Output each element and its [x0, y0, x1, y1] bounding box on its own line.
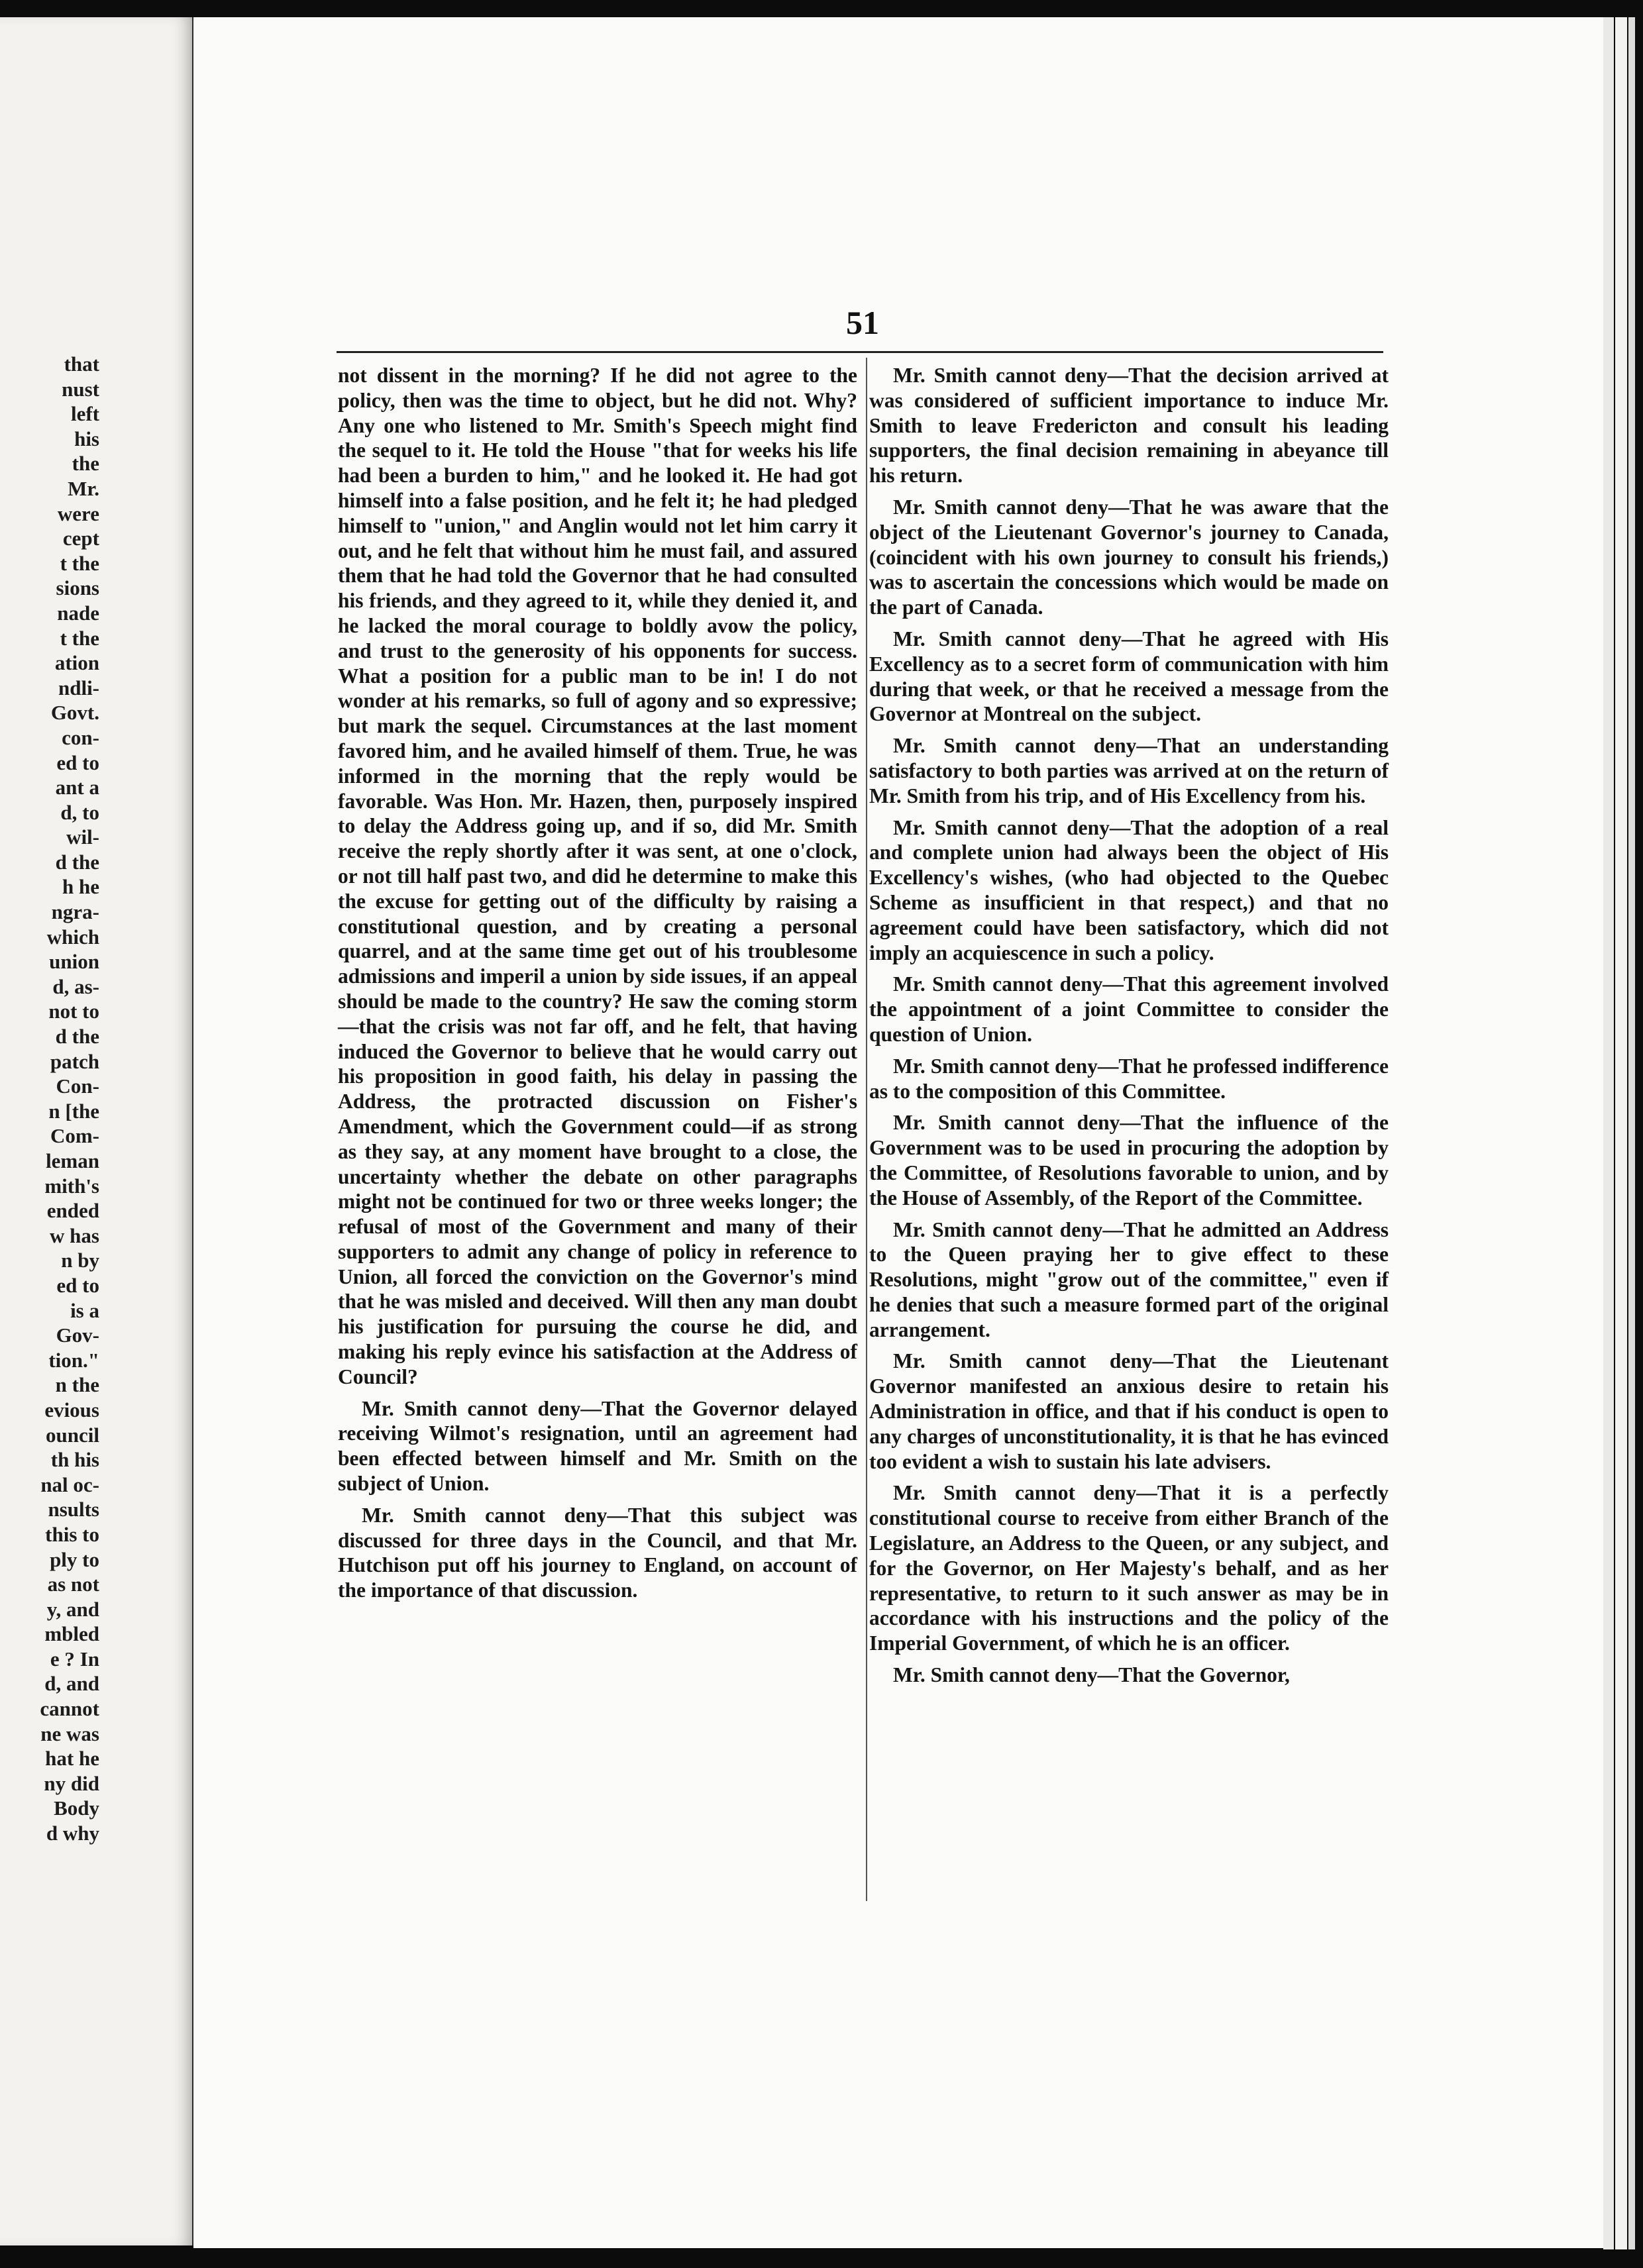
- facing-page-line: that: [64, 352, 99, 376]
- facing-page-line: n by: [61, 1249, 99, 1272]
- paragraph: Mr. Smith cannot deny—That the decision arrived at was considered of sufficient importance to induce Mr. Smith to leave Fredericton and consult his leading supporters, the final decision remaining in abeyance till his return.: [869, 364, 1389, 488]
- facing-page-line: d why: [46, 1822, 99, 1845]
- facing-page-line: tion.": [48, 1348, 99, 1372]
- facing-page-line: which: [46, 925, 99, 949]
- facing-page-line: Com-: [50, 1124, 99, 1148]
- facing-page-line: Body: [54, 1796, 99, 1820]
- page-edge: [1615, 17, 1627, 2249]
- header-rule: [337, 351, 1383, 353]
- paragraph: not dissent in the morning? If he did not agree to the policy, then was the time to object, but he did not. Why? Any one who listened to Mr. Smith's Speech might find the sequel to it. He told the House "that for weeks his life had been a burden to him," and he looked it. He had got himself into a false position, and he felt it; he had pledged himself to "union," and Anglin would not let him carry it out, and he felt that without him he must fail, and assured them that he had told the Governor that he had consulted his friends, and they agreed to it, while they denied it, and he lacked the moral courage to boldly avow the policy, and trust to the generosity of his opponents for success. What a position for a public man to be in! I do not wonder at his remarks, so full of agony and so expressive; but mark the sequel. Circumstances at the last moment favored him, and he availed himself of them. True, he was informed in the morning that the reply would be favorable. Was Hon. Mr. Hazen, then, purposely inspired to delay the Address going up, and if so, did Mr. Smith receive the reply shortly after it was sent, at one o'clock, or not till half past two, and did he determine to make this the excuse for getting out of the difficulty by raising a constitutional question, and by creating a personal quarrel, and at the same time get out of his troublesome admissions and imperil a union by side issues, if an appeal should be made to the country? He saw the coming storm—that the crisis was not far off, and he felt, that having induced the Governor to believe that he would carry out his proposition in good faith, his delay in passing the Address, the protracted discussion on Fisher's Amendment, which the Government could—if as strong as they say, at any moment have brought to a close, the uncertainty whether the debate on other paragraphs might not be continued for two or three weeks longer; the refusal of most of the Government and many of their supporters to admit any change of policy in reference to Union, all forced the conviction on the Governor's mind that he was misled and deceived. Will then any man doubt his justification for pursuing the course he did, and making his reply evince his satisfaction at the Address of Council?: [338, 364, 857, 1388]
- facing-page-line: ne was: [40, 1722, 99, 1745]
- paragraph: Mr. Smith cannot deny—That the influence of the Government was to be used in procuring the adoption by the Committee, of Resolutions favorable to union, and by the House of Assembly, of the Report of the Committee.: [869, 1111, 1389, 1210]
- facing-page-line: Mr.: [68, 476, 99, 500]
- facing-page-line: as not: [47, 1572, 99, 1596]
- facing-page-line: ndli-: [58, 676, 99, 699]
- paragraph: Mr. Smith cannot deny—That this agreement involved the appointment of a joint Committee to consider the question of Union.: [869, 972, 1389, 1046]
- facing-page-line: th his: [50, 1448, 99, 1472]
- facing-page-line: ngra-: [51, 900, 99, 924]
- facing-page-line: Con-: [56, 1074, 99, 1098]
- paragraph: Mr. Smith cannot deny—That he admitted an Address to the Queen praying her to give effect to these Resolutions, might "grow out of the committee," even if he denies that such a measure formed part of the original arrangement.: [869, 1217, 1389, 1341]
- right-column: [869, 363, 1389, 1688]
- page-number: 51: [846, 304, 879, 341]
- facing-page-line: e ? In: [50, 1647, 99, 1671]
- facing-page-line: t the: [60, 626, 99, 650]
- facing-page-line: n [the: [48, 1099, 99, 1123]
- facing-page-line: left: [70, 402, 99, 426]
- facing-page-line: hat he: [45, 1747, 99, 1771]
- facing-page-line: sions: [56, 576, 99, 600]
- facing-page-line: the: [72, 452, 99, 476]
- page-edge: [1603, 17, 1614, 2249]
- facing-page-line: cept: [62, 527, 99, 550]
- facing-page-line: ation: [54, 651, 99, 675]
- facing-page-line: t the: [60, 551, 99, 575]
- facing-page-line: union: [49, 950, 99, 974]
- facing-page-line: wil-: [66, 825, 99, 849]
- facing-page-line: d, and: [44, 1672, 99, 1696]
- facing-page-line: ply to: [50, 1547, 99, 1571]
- paragraph: Mr. Smith cannot deny—That the Governor delayed receiving Wilmot's resignation, until an agreement had been effected between himself and Mr. Smith on the subject of Union.: [338, 1396, 857, 1496]
- facing-page-line: patch: [50, 1049, 99, 1073]
- facing-page-line: ny did: [44, 1771, 99, 1795]
- facing-page-line: ant a: [55, 776, 99, 799]
- facing-page-line: is a: [70, 1298, 99, 1322]
- facing-page-line: h he: [62, 875, 99, 899]
- paragraph: Mr. Smith cannot deny—That this subject was discussed for three days in the Council, and that Mr. Hutchison put off his journey to England, on account of the importance of that discussion.: [338, 1503, 857, 1602]
- facing-page-line: evious: [44, 1398, 99, 1421]
- facing-page-line: nust: [62, 377, 99, 401]
- facing-page-line: y, and: [46, 1597, 99, 1621]
- page-edge: [1628, 17, 1635, 2249]
- facing-page-line: mbled: [44, 1622, 99, 1646]
- facing-page-line: mith's: [44, 1174, 99, 1198]
- paragraph: Mr. Smith cannot deny—That he agreed with His Excellency as to a secret form of communication with him during that week, or that he received a message from the Governor at Montreal on the subject.: [869, 627, 1389, 726]
- paragraph: Mr. Smith cannot deny—That the Lieutenant Governor manifested an anxious desire to retain his Administration in office, and that if his conduct is open to any charges of unconstitutionality, it is that he has evinced too evident a wish to sustain his late advisers.: [869, 1349, 1389, 1473]
- facing-page-line: leman: [46, 1149, 99, 1172]
- column-divider: [866, 358, 867, 1901]
- facing-page-line: d the: [55, 850, 99, 874]
- paragraph: Mr. Smith cannot deny—That he professed indifference as to the composition of this Committee.: [869, 1054, 1389, 1103]
- facing-page-line: this to: [45, 1522, 99, 1546]
- facing-page-line: d, to: [60, 800, 99, 824]
- paragraph: Mr. Smith cannot deny—That an understanding satisfactory to both parties was arrived at on the return of Mr. Smith from his trip, and of His Excellency from his.: [869, 734, 1389, 807]
- facing-page-text-fragments: [0, 352, 99, 1846]
- paragraph: Mr. Smith cannot deny—That the Governor,: [893, 1663, 1290, 1687]
- facing-page-line: ouncil: [46, 1423, 99, 1447]
- facing-page: [0, 17, 192, 2245]
- facing-page-line: ed to: [56, 1273, 99, 1297]
- facing-page-line: Gov-: [56, 1323, 99, 1347]
- facing-page-line: his: [74, 427, 99, 450]
- facing-page-line: ed to: [56, 750, 99, 774]
- paragraph: Mr. Smith cannot deny—That he was aware that the object of the Lieutenant Governor's journey to Canada, (coincident with his own journey to consult his friends,) was to ascertain the concessions which would be made on the part of Canada.: [869, 495, 1389, 619]
- facing-page-line: n the: [55, 1373, 99, 1397]
- paragraph: Mr. Smith cannot deny—That the adoption of a real and complete union had always been the object of His Excellency's wishes, (who had objected to the Quebec Scheme as insufficient in that respect,) and that no agreement could have been satisfactory, which did not imply an acquiescence in such a policy.: [869, 815, 1389, 964]
- facing-page-line: not to: [48, 1000, 99, 1023]
- facing-page-line: Govt.: [50, 701, 99, 725]
- facing-page-line: nal oc-: [40, 1472, 99, 1496]
- paragraph: Mr. Smith cannot deny—That it is a perfectly constitutional course to receive from either Branch of the Legislature, an Address to the Queen, or any subject, and for the Governor, on Her Majesty's behalf, and as her representative, to return to it such answer as may be in accordance with his instructions and the policy of the Imperial Government, of which he is an officer.: [869, 1481, 1389, 1655]
- facing-page-line: w has: [50, 1223, 99, 1247]
- facing-page-line: ended: [46, 1199, 99, 1223]
- facing-page-line: d, as-: [52, 974, 99, 998]
- facing-page-line: con-: [62, 725, 99, 749]
- facing-page-line: were: [57, 501, 99, 525]
- facing-page-line: d the: [55, 1025, 99, 1049]
- facing-page-line: nade: [57, 601, 99, 625]
- facing-page-line: nsults: [48, 1498, 99, 1521]
- left-column: [338, 363, 857, 1603]
- facing-page-line: cannot: [40, 1697, 99, 1721]
